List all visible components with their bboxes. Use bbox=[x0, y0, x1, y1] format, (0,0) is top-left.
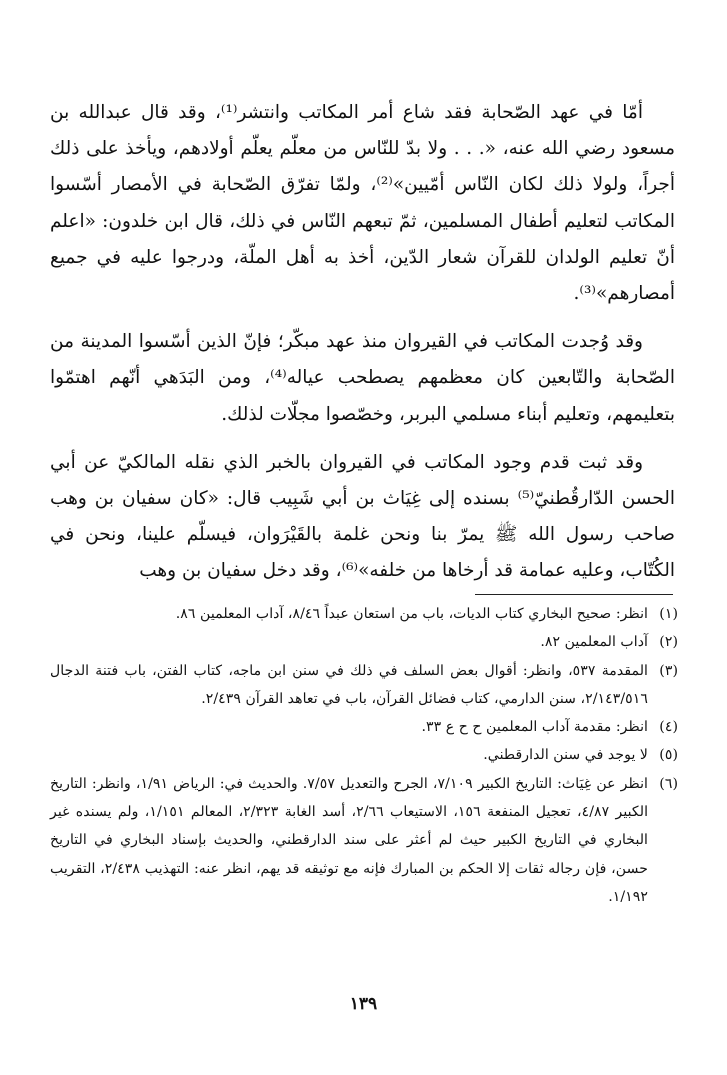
paragraph-3: وقد ثبت قدم وجود المكاتب في القيروان بالخبر الذي نقله المالكيّ عن أبي الحسن الدّارقُطنيّ⁽⁵⁾ بسنده إلى غِيَاث بن أبي شَبِيب قال: «كان سفيان بن وهب صاحب رسول الله ﷺ يمرّ بنا ونحن غلمة بالقَيْرَوان، فيسلّم علينا، ونحن في الكُتّاب، وعليه عمامة قد أرخاها من خلفه»⁽⁶⁾، وقد دخل سفيان بن وهب bbox=[50, 451, 676, 582]
footnote-text: انظر: صحيح البخاري كتاب الديات، باب من استعان عبداً ٨/٤٦، آداب المعلمين ٨٦. bbox=[175, 606, 648, 622]
paragraph-2: وقد وُجدت المكاتب في القيروان منذ عهد مبكّر؛ فإنّ الذين أسّسوا المدينة من الصّحابة والتّابعين كان معظمهم يصطحب عياله⁽⁴⁾، ومن البَدَهي أنّهم اهتمّوا بتعليمهم، وتعليم أبناء مسلمي البربر، وخصّصوا مجلّات لذلك. bbox=[50, 331, 675, 425]
paragraph-1: أمّا في عهد الصّحابة فقد شاع أمر المكاتب وانتشر⁽¹⁾، وقد قال عبدالله بن مسعود رضي الله عنه، «. . . ولا بدّ للنّاس من معلّم يعلّم أولادهم، ويأخذ على ذلك أجراً، ولولا ذلك لكان النّاس أمّيين»⁽²⁾، ولمّا تفرّق الصّحابة في الأمصار أسّسوا المكاتب لتعليم أطفال المسلمين، ثمّ تبعهم النّاس في ذلك، قال ابن خلدون: «اعلم أنّ تعليم الولدان للقرآن شعار الدّين، أخذ به أهل الملّة، ودرجوا عليه في جميع أمصارهم»⁽³⁾. bbox=[50, 102, 675, 305]
footnote-item bbox=[50, 770, 678, 911]
footnote-number: (٢) bbox=[659, 634, 678, 651]
footnote-number: (٤) bbox=[659, 719, 678, 736]
footnote-number: (٣) bbox=[659, 662, 678, 679]
footnote-number: (١) bbox=[659, 606, 678, 622]
footnote-separator bbox=[475, 594, 673, 595]
footnote-text: آداب المعلمين ٨٢. bbox=[540, 634, 648, 651]
footnote-number: (٥) bbox=[659, 747, 678, 764]
footnote-item bbox=[50, 741, 678, 769]
footnotes bbox=[50, 600, 678, 911]
footnote-text: انظر: مقدمة آداب المعلمين ح ح ع ٣٣. bbox=[421, 719, 648, 736]
footnote-text: المقدمة ٥٣٧، وانظر: أقوال بعض السلف في ذلك في سنن ابن ماجه، كتاب الفتن، باب فتنة الدجال ٢/١٤٣/٥١٦، سنن الدارمي، كتاب فضائل القرآن، باب في تعاهد القرآن ٢/٤٣٩. bbox=[50, 662, 648, 707]
main-text bbox=[50, 95, 675, 602]
footnote-item bbox=[50, 600, 678, 628]
footnote-item bbox=[50, 713, 678, 741]
footnote-item bbox=[50, 657, 678, 714]
footnote-text: لا يوجد في سنن الدارقطني. bbox=[483, 747, 648, 764]
footnote-number: (٦) bbox=[659, 775, 678, 792]
footnote-item bbox=[50, 628, 678, 656]
footnote-text: انظر عن غِيَاث: التاريخ الكبير ٧/١٠٩، الجرح والتعديل ٧/٥٧. والحديث في: الرياض ١/٩١، وانظر: التاريخ الكبير ٤/٨٧، تعجيل المنفعة ١٥٦، الاستيعاب ٢/٦٦، أسد الغابة ٢/٣٢٣، المعالم ١/١٥١، ولم يسنده غير البخاري في التاريخ الكبير حيث لم أعثر على سند الدارقطني، والحديث بإسناد البخاري في التاريخ حسن، فإن رجاله ثقات إلا الحكم بن المبارك فإنه مع توثيقه قد يهم، انظر عنه: التهذيب ٢/٤٣٨، التقريب ١/١٩٢. bbox=[50, 775, 649, 905]
page-number: ١٣٩ bbox=[349, 994, 378, 1014]
